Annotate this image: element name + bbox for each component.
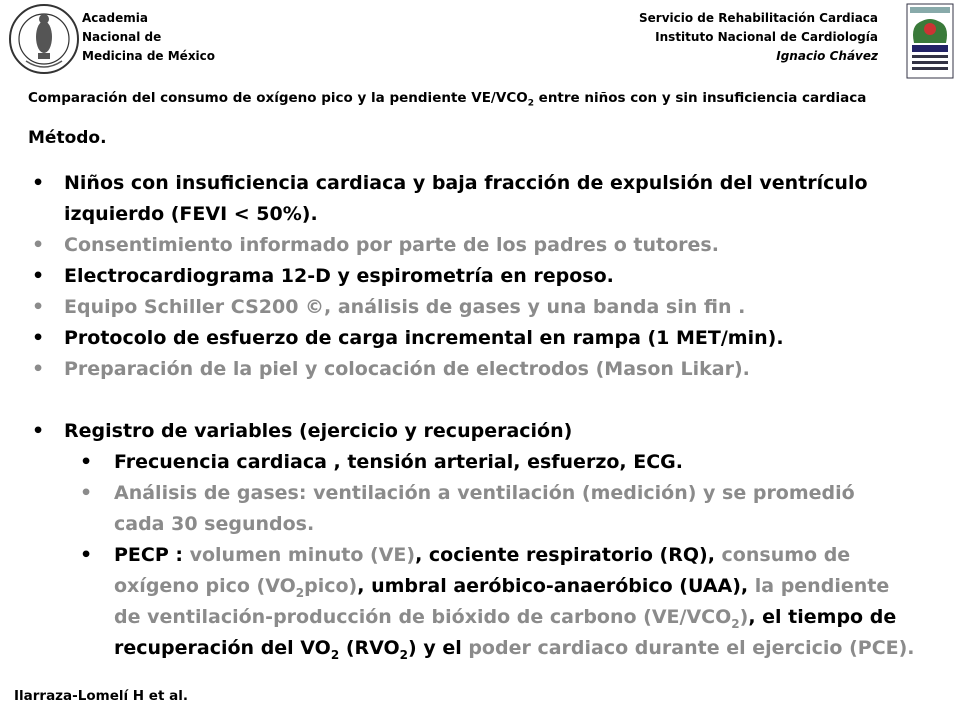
- pecp-term: , umbral aeróbico-anaeróbico (UAA),: [357, 575, 755, 597]
- pecp-label: PECP :: [114, 544, 190, 566]
- pecp-term: consumo de: [721, 544, 851, 566]
- pecp-subscript: 2: [330, 647, 340, 662]
- pecp-subscript: 2: [295, 585, 305, 600]
- bullet-item: [30, 261, 950, 292]
- instituto-line-1: Servicio de Rehabilitación Cardiaca: [639, 11, 878, 25]
- academia-line-1: Academia: [82, 11, 148, 25]
- bullet-text-line: Equipo Schiller CS200 ©, análisis de gases y una banda sin fin .: [64, 296, 746, 318]
- bullet-icon: •: [32, 265, 45, 287]
- bullet-icon: •: [80, 544, 93, 566]
- pecp-line-2: [114, 571, 950, 602]
- instituto-line-3: Ignacio Chávez: [776, 49, 878, 63]
- slide-subtitle: [28, 90, 866, 109]
- bullet-text-line: Preparación de la piel y colocación de electrodos (Mason Likar).: [64, 358, 750, 380]
- bullet-item: [30, 168, 950, 230]
- instituto-cardiologia-logo: [906, 3, 954, 79]
- sub-bullet-item-pecp: [30, 540, 950, 664]
- pecp-line-1: [114, 540, 950, 571]
- pecp-term: pico): [304, 575, 358, 597]
- sub-bullet-text-line: Análisis de gases: ventilación a ventilación (medición) y se promedió: [114, 482, 855, 504]
- method-bullet-list: [30, 168, 950, 664]
- bullet-item: [30, 416, 950, 447]
- pecp-term: (RVO: [339, 637, 400, 659]
- pecp-term: volumen minuto (VE): [189, 544, 416, 566]
- pecp-term: de ventilación-producción de bióxido de carbono (VE/VCO: [114, 606, 732, 628]
- instituto-header: [639, 9, 878, 66]
- pecp-term: ) y el: [408, 637, 469, 659]
- subtitle-after: entre niños con y sin insuficiencia cardiaca: [533, 90, 867, 106]
- pecp-line-3: [114, 602, 950, 633]
- bullet-icon: •: [32, 172, 45, 194]
- sub-bullet-item: [30, 447, 950, 478]
- spacer: [30, 385, 950, 416]
- bullet-icon: •: [32, 327, 45, 349]
- pecp-term: ): [739, 606, 749, 628]
- academia-line-2: Nacional de: [82, 30, 162, 44]
- bullet-text-line: Niños con insuficiencia cardiaca y baja fracción de expulsión del ventrículo: [64, 172, 868, 194]
- bullet-item: [30, 323, 950, 354]
- pecp-subscript: 2: [399, 647, 409, 662]
- method-heading: Método.: [28, 128, 107, 148]
- bullet-icon: •: [32, 420, 45, 442]
- bullet-icon: •: [32, 234, 45, 256]
- bullet-icon: •: [80, 482, 93, 504]
- bullet-text-line: izquierdo (FEVI < 50%).: [64, 203, 318, 225]
- pecp-term: oxígeno pico (VO: [114, 575, 296, 597]
- academia-header: [82, 9, 215, 66]
- bullet-icon: •: [32, 296, 45, 318]
- bullet-icon: •: [32, 358, 45, 380]
- subtitle-before: Comparación del consumo de oxígeno pico y la pendiente VE/VCO: [28, 90, 528, 106]
- pecp-term: la pendiente: [754, 575, 890, 597]
- academia-seal-logo: [8, 3, 80, 75]
- bullet-icon: •: [80, 451, 93, 473]
- pecp-term: , el tiempo de: [748, 606, 897, 628]
- bullet-item: [30, 354, 950, 385]
- academia-line-3: Medicina de México: [82, 49, 216, 63]
- bullet-text-line: Protocolo de esfuerzo de carga incremental en rampa (1 MET/min).: [64, 327, 784, 349]
- bullet-text-line: Consentimiento informado por parte de los padres o tutores.: [64, 234, 719, 256]
- pecp-term: poder cardiaco durante el ejercicio (PCE).: [468, 637, 915, 659]
- bullet-item: [30, 230, 950, 261]
- pecp-term: recuperación del VO: [114, 637, 331, 659]
- pecp-term: , cociente respiratorio (RQ),: [415, 544, 722, 566]
- bullet-text-line: Electrocardiograma 12-D y espirometría en reposo.: [64, 265, 614, 287]
- sub-bullet-text-line: Frecuencia cardiaca , tensión arterial, esfuerzo, ECG.: [114, 451, 683, 473]
- instituto-line-2: Instituto Nacional de Cardiología: [655, 30, 878, 44]
- subtitle-subscript: 2: [527, 98, 534, 109]
- sub-bullet-text-line: cada 30 segundos.: [114, 513, 315, 535]
- author-footer: Ilarraza-Lomelí H et al.: [14, 688, 188, 704]
- bullet-text-line: Registro de variables (ejercicio y recuperación): [64, 420, 573, 442]
- pecp-line-4: [114, 633, 950, 664]
- bullet-item: [30, 292, 950, 323]
- pecp-subscript: 2: [731, 616, 740, 631]
- sub-bullet-item: [30, 478, 950, 540]
